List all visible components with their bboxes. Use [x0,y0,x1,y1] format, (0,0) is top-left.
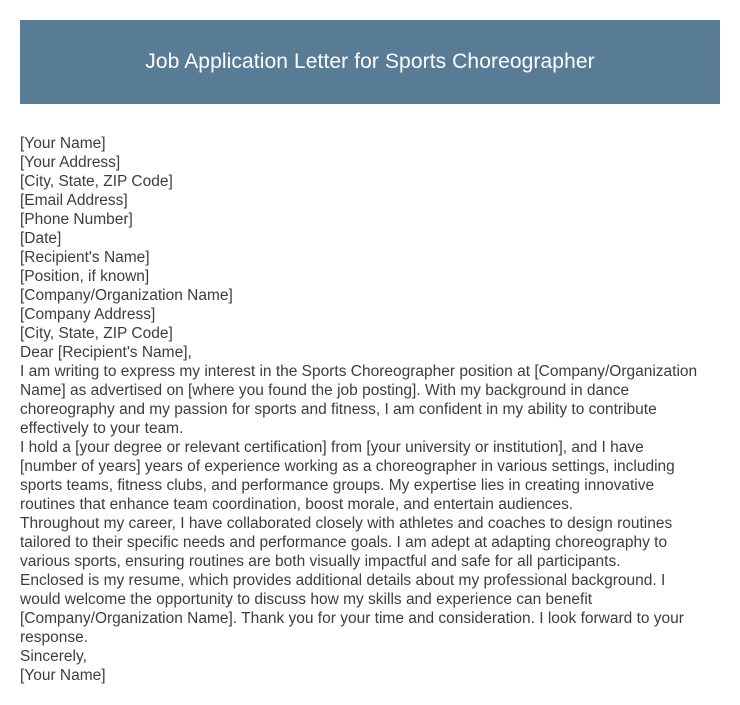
paragraph-qualifications [20,438,725,514]
paragraph-line: response. [20,629,89,646]
paragraph-line: I hold a [your degree or relevant certification] from [your university or institution], and I have [20,439,644,456]
paragraph-closing [20,571,725,647]
sender-city-state-zip: [City, State, ZIP Code] [20,173,173,190]
recipient-organization: [Company/Organization Name] [20,287,233,304]
paragraph-line: Enclosed is my resume, which provides additional details about my professional background. I [20,572,666,589]
paragraph-line: tailored to their specific needs and performance goals. I am adept at adapting choreography to [20,534,668,551]
paragraph-line: [Company/Organization Name]. Thank you for your time and consideration. I look forward to your [20,610,684,627]
paragraph-line: choreography and my passion for sports and fitness, I am confident in my ability to contribute [20,401,657,418]
letter-body [20,134,725,685]
paragraph-line: effectively to your team. [20,420,184,437]
header-banner [20,20,720,104]
paragraph-line: various sports, ensuring routines are both visually impactful and safe for all participants. [20,553,621,570]
paragraph-line: Name] as advertised on [where you found the job posting]. With my background in dance [20,382,630,399]
recipient-name: [Recipient's Name] [20,249,150,266]
recipient-city-state-zip: [City, State, ZIP Code] [20,325,173,342]
paragraph-line: Throughout my career, I have collaborated closely with athletes and coaches to design routines [20,515,673,532]
paragraph-line: sports teams, fitness clubs, and performance groups. My expertise lies in creating innovative [20,477,655,494]
recipient-address: [Company Address] [20,306,156,323]
paragraph-experience [20,514,725,571]
sender-phone: [Phone Number] [20,211,133,228]
sender-email: [Email Address] [20,192,128,209]
paragraph-interest [20,362,725,438]
signature: [Your Name] [20,667,106,684]
closing: Sincerely, [20,648,87,665]
salutation: Dear [Recipient's Name], [20,344,192,361]
recipient-position: [Position, if known] [20,268,150,285]
page-title: Job Application Letter for Sports Choreographer [145,50,595,73]
paragraph-line: would welcome the opportunity to discuss how my skills and experience can benefit [20,591,593,608]
letter-date: [Date] [20,230,62,247]
paragraph-line: [number of years] years of experience working as a choreographer in various settings, including [20,458,675,475]
paragraph-line: routines that enhance team coordination, boost morale, and entertain audiences. [20,496,574,513]
paragraph-line: I am writing to express my interest in the Sports Choreographer position at [Company/Organization [20,363,698,380]
sender-address: [Your Address] [20,154,121,171]
sender-name: [Your Name] [20,135,106,152]
